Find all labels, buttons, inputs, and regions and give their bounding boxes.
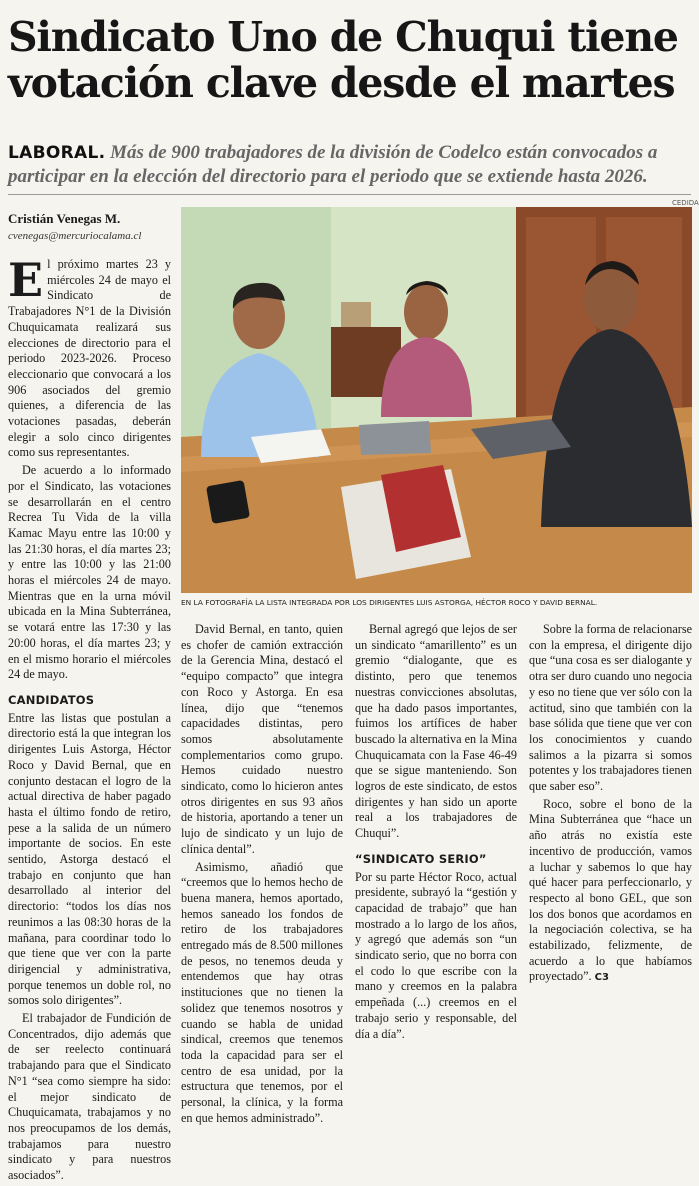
photo <box>181 207 692 593</box>
subheading-candidatos: CANDIDATOS <box>8 692 95 707</box>
divider <box>8 194 691 195</box>
lede-text: Más de 900 trabajadores de la división de Codelco están convocados a participar en la elección del directorio para el periodo que se extiende hasta 2026. <box>8 142 658 187</box>
photo-credit: CEDIDA <box>672 199 699 207</box>
photo-illustration <box>181 207 692 593</box>
subheading-sindicato-serio: “SINDICATO SERIO” <box>355 851 487 866</box>
paragraph: Sobre la forma de relacionarse con la empresa, el dirigente dijo que “una cosa es ser dialogante y otra ser duro cuando uno negocia y eso no tiene que ver sólo con la actitud, sino que también con la base sólida que tiene que ver con los conocimientos y cuando salimos a la pizarra si somos potentes y los trabajadores tienen que saber eso”. <box>529 622 692 794</box>
article-column-1 <box>8 253 171 1186</box>
author-email: cvenegas@mercuriocalama.cl <box>8 230 142 242</box>
paragraph: Asimismo, añadió que “creemos que lo hemos hecho de buena manera, hemos aportado, hemos saneado los fondos de retiro de los trabajadores entregado más de 8.500 millones de pesos, no tenemos deuda y entendemos que hay otras instituciones que no tienen la solidez que tenemos nosotros y cuando se habla de unidad sindical, creemos que tenemos toda la capacidad para ser el centro de esa unidad, por la estructura que tenemos, por el personal, la clínica, y la forma en que hemos administrado”. <box>181 859 343 1125</box>
paragraph: El trabajador de Fundición de Concentrados, dijo además que de ser reelecto continuará trabajando para que el Sindicato N°1 “sea como siempre ha sido: el mejor sindicato de Chuquicamata, trabajamos y no nos preocupamos de los demás, trabajamos para nuestro sindicato y para nuestros asociados”. <box>8 1011 171 1183</box>
drop-cap: E <box>8 253 44 307</box>
article-column-2 <box>181 622 343 1129</box>
photo-caption: EN LA FOTOGRAFÍA LA LISTA INTEGRADA POR LOS DIRIGENTES LUIS ASTORGA, HÉCTOR ROCO Y DAVID BERNAL. <box>181 598 598 607</box>
article-column-3 <box>355 622 517 1044</box>
paragraph: El próximo martes 23 y miércoles 24 de mayo el Sindicato de Trabajadores N°1 de la División Chuquicamata realizará sus elecciones de directorio para el periodo 2023-2026. Proceso eleccionario que convocará a los 906 asociados del gremio quienes, a diferencia de las votaciones pasadas, deberán elegir a solo cinco dirigentes como sus representantes. <box>8 253 171 460</box>
paragraph: Por su parte Héctor Roco, actual presidente, subrayó la “gestión y capacidad de trabajo” que han mostrado a lo largo de los años, y agregó que además son “un sindicato serio, que no borra con el codo lo que escribe con la mano y creemos en la palabra empeñada (...) creemos en el trabajo serio y responsable, del día a día”. <box>355 869 517 1041</box>
end-mark: C3 <box>594 972 609 984</box>
headline: Sindicato Uno de Chuqui tiene votación clave desde el martes <box>8 13 678 107</box>
paragraph: Entre las listas que postulan a directorio está la que integran los dirigentes Luis Astorga, Héctor Roco y David Bernal, que en conjunto destacan el logro de la actual directiva de haber pagado hasta el último fondo de retiro, pese a la salida de un número importante de socios. En este sentido, Astorga destacó el trabajo en conjunto que han desarrollado al interior del directorio: “todos los días nos reunimos a las 08:30 horas de la mañana, para coordinar todo lo que tiene que ver con la parte dirigencial y administrativa, porque tenemos un doble rol, no somos solo dirigentes”. <box>8 710 171 1008</box>
section-tag: LABORAL. <box>8 143 106 163</box>
paragraph: De acuerdo a lo informado por el Sindicato, las votaciones se desarrollarán en el centro Recrea Tu Vida de la villa Kamac Mayu entre las 10:00 y las 21:30 horas, el día martes 23; y entre las 10:00 y las 21:00 horas el miércoles 24 de mayo. Mientras que en la urna móvil ubicada en la Mina Subterránea, se votará entre las 17:30 y las 20:00 horas, el día martes 23; y en el mismo horario el miércoles 24 de mayo. <box>8 463 171 682</box>
lede <box>8 141 692 189</box>
author-name: Cristián Venegas M. <box>8 211 121 226</box>
paragraph: David Bernal, en tanto, quien es chofer de camión extracción de la Gerencia Mina, destacó el “equipo compacto” que integra con Roco y Astorga. En esa línea, dijo que “tenemos capacidades distintas, pero somos absolutamente complementarios como grupo. Hemos cuidado nuestro sindicato, como lo hicieron antes otros dirigentes en sus 93 años de historia, aportando a tener un lujo de sindicato y un lujo de clínica dental”. <box>181 622 343 856</box>
article-column-4 <box>529 622 692 988</box>
paragraph: Bernal agregó que lejos de ser un sindicato “amarillento” es un gremio “dialogante, que es distinto, pero que tenemos nuestras convicciones absolutas, que ha dado pasos importantes, fuimos los artífices de haber buscado la alternativa en la Mina Chuquicamata con la Fase 46-49 que se sigue manteniendo. Son logros de este sindicato, de estos dirigentes y han sido un aporte real a los trabajadores de Chuqui”. <box>355 622 517 841</box>
paragraph: Roco, sobre el bono de la Mina Subterránea que “hace un año atrás no existía este incentivo de producción, vamos a luchar y sabemos lo que hay qué hacer para perfeccionarlo, y respecto al bono GEL, que son los dos bonos que acordamos en la negociación colectiva, se ha estabilizado, felizmente, de acuerdo a lo que habíamos proyectado”. C3 <box>529 796 692 984</box>
